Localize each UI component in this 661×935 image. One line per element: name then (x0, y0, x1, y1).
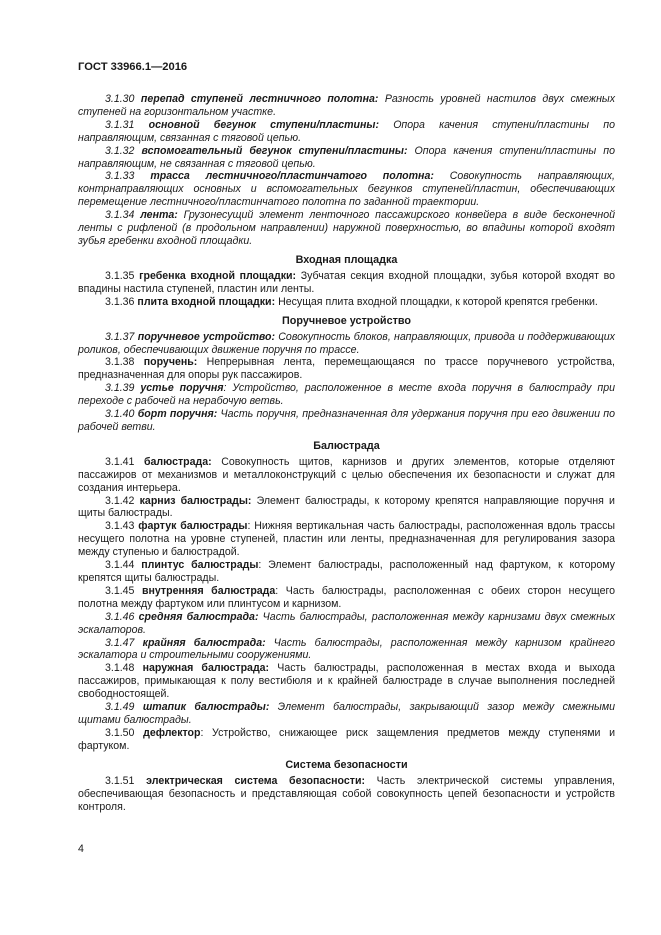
definition-text: Опора качения ступени/пластины по направляющим, связанная с тяговой цепью. (78, 118, 615, 144)
defined-term: трасса лестничного/пластинчатого полотна: (150, 170, 434, 183)
defined-term: поручень: (143, 356, 198, 369)
defined-term: плита входной площадки: (137, 295, 276, 308)
defined-term: карниз балюстрады: (139, 494, 252, 507)
defined-term: гребенка входной площадки: (139, 269, 297, 282)
definition-paragraph (78, 701, 615, 727)
defined-term: вспомогательный бегунок ступени/пластины: (141, 144, 408, 157)
clause-number: 3.1.43 (105, 520, 135, 533)
definition-paragraph (78, 662, 615, 701)
definition-text: Несущая плита входной площадки, к которой крепятся гребенки. (278, 295, 598, 308)
defined-term: основной бегунок ступени/пластины: (148, 118, 380, 131)
definition-paragraph (78, 331, 615, 357)
definition-text: : Устройство, снижающее риск защемления предметов между ступенями и фартуком. (78, 726, 615, 752)
definition-paragraph (78, 170, 615, 209)
definition-paragraph (78, 93, 615, 119)
clause-number: 3.1.44 (105, 559, 135, 572)
definition-text: Элемент балюстрады, закрывающий зазор между смежными щитами балюстрады. (78, 701, 615, 726)
defined-term: средняя балюстрада: (138, 610, 259, 623)
definition-paragraph (78, 775, 615, 814)
clause-number: 3.1.42 (105, 494, 135, 507)
definition-paragraph (78, 119, 615, 145)
definition-text: Непрерывная лента, перемещающаяся по трассе поручневого устройства, предназначенная для опоры рук пассажиров. (78, 356, 615, 382)
section-heading: Поручневое устройство (282, 314, 411, 327)
definition-text: Элемент балюстрады, к которому крепятся направляющие поручня и щиты балюстрады. (78, 494, 615, 520)
defined-term: внутренняя балюстрада (142, 584, 276, 597)
definition-text: Грузонесущий элемент ленточного пассажирского конвейера в виде бесконечной ленты с рифленой (в продольном направлении) наружной поверхностью, во впадины которой входят зубья гребенки входной площадки. (78, 209, 615, 247)
clause-number: 3.1.30 (105, 93, 135, 105)
clause-number: 3.1.38 (105, 356, 135, 369)
clause-number: 3.1.31 (105, 118, 135, 131)
definition-text: Зубчатая секция входной площадки, зубья которой входят во впадины настила ступеней, пластин или ленты. (78, 269, 615, 295)
defined-term: плинтус балюстрады (141, 559, 259, 572)
defined-term: штапик балюстрады: (142, 701, 270, 714)
definition-paragraph (78, 408, 615, 434)
clause-number: 3.1.45 (105, 584, 135, 597)
definition-text: : Элемент балюстрады, расположенный над фартуком, к которому крепятся щиты балюстрады. (78, 559, 615, 584)
clause-number: 3.1.40 (105, 408, 135, 421)
definition-paragraph (78, 637, 615, 663)
definition-text: Разность уровней настилов двух смежных ступеней на горизонтальном участке. (78, 93, 615, 118)
defined-term: балюстрада: (144, 455, 212, 468)
definition-text: Часть балюстрады, расположенная между карнизами двух смежных эскалаторов. (78, 610, 615, 636)
clause-number: 3.1.37 (105, 330, 135, 343)
definition-text: Часть балюстрады, расположенная в местах входа и выхода пассажиров, примыкающая к полу вестибюля и к крайней балюстраде в случае выполнения последней свободностоящей. (78, 662, 615, 701)
clause-number: 3.1.51 (105, 774, 135, 787)
clause-number: 3.1.36 (105, 295, 135, 308)
section-heading: Входная площадка (295, 253, 398, 266)
defined-term: устье поручня (140, 382, 224, 395)
defined-term: фартук балюстрады (138, 520, 248, 533)
defined-term: лента: (140, 209, 178, 222)
definition-text: Совокупность блоков, направляющих, привода и поддерживающих роликов, обеспечивающих движение поручня по трассе. (78, 330, 615, 356)
definition-paragraph (78, 611, 615, 637)
definition-text: Часть электрической системы управления, обеспечивающая безопасность и представляющая собой совокупность цепей безопасности и устройств контроля. (78, 774, 616, 813)
page-number: 4 (78, 843, 84, 855)
defined-term: борт поручня: (137, 408, 218, 421)
defined-term: поручневое устройство: (137, 330, 276, 343)
definition-paragraph (78, 356, 615, 382)
clause-number: 3.1.48 (105, 662, 135, 675)
definition-text: Часть балюстрады, расположенная между карнизом крайнего эскалатора и строительными сооружениями. (78, 636, 615, 662)
clause-number: 3.1.39 (105, 382, 135, 395)
defined-term: электрическая система безопасности: (146, 774, 365, 787)
definition-paragraph (78, 270, 615, 296)
defined-term: дефлектор (143, 726, 201, 739)
definition-text: Совокупность направляющих, контрнаправляющих основных и вспомогательных бегунков ступеней/пластин, обеспечивающих перемещение лестничного/пластинчатого полотна по заданной траектории. (78, 170, 615, 209)
definition-paragraph (78, 520, 615, 559)
definition-paragraph (78, 495, 615, 521)
defined-term: перепад ступеней лестничного полотна: (140, 93, 379, 105)
section-heading: Балюстрада (313, 439, 380, 452)
definition-text: : Часть балюстрады, расположенная с обеих сторон несущего полотна между фартуком или плинтусом и карнизом. (78, 584, 616, 610)
clause-number: 3.1.47 (105, 636, 135, 649)
definition-text: : Нижняя вертикальная часть балюстрады, расположенная вдоль трассы несущего полотна на уровне ступеней, пластин или ленты, предназначенная для регулирования зазора между ступенью и балюстрадой. (78, 520, 616, 559)
definition-paragraph (78, 382, 615, 408)
definition-paragraph (78, 559, 615, 585)
defined-term: наружная балюстрада: (142, 662, 270, 675)
definition-paragraph (78, 727, 615, 753)
definition-paragraph (78, 456, 615, 495)
definition-text: : Устройство, расположенное в месте входа поручня в балюстраду при переходе с рабочей на нерабочую ветвь. (78, 382, 615, 408)
definition-text: Опора качения ступени/пластины по направляющим, не связанная с тяговой цепью. (78, 144, 615, 170)
clause-number: 3.1.32 (105, 144, 135, 157)
document-body (78, 93, 615, 813)
clause-number: 3.1.49 (105, 701, 135, 714)
defined-term: крайняя балюстрада: (142, 636, 266, 649)
definition-paragraph (78, 296, 615, 309)
definition-text: Совокупность щитов, карнизов и других элементов, которые отделяют пассажиров от механизмов и металлоконструкций с целью обеспечения их безопасности и служат для создания интерьера. (78, 455, 615, 494)
clause-number: 3.1.33 (105, 170, 135, 183)
definition-text: Часть поручня, предназначенная для удержания поручня при его движении по рабочей ветви. (78, 408, 615, 433)
definition-paragraph (78, 585, 615, 611)
clause-number: 3.1.46 (105, 610, 135, 623)
definition-paragraph (78, 209, 615, 248)
clause-number: 3.1.34 (105, 209, 135, 222)
section-heading: Система безопасности (285, 758, 408, 771)
document-header: ГОСТ 33966.1—2016 (78, 61, 188, 73)
clause-number: 3.1.35 (105, 269, 135, 282)
clause-number: 3.1.41 (105, 455, 135, 468)
clause-number: 3.1.50 (105, 726, 135, 739)
definition-paragraph (78, 145, 615, 171)
